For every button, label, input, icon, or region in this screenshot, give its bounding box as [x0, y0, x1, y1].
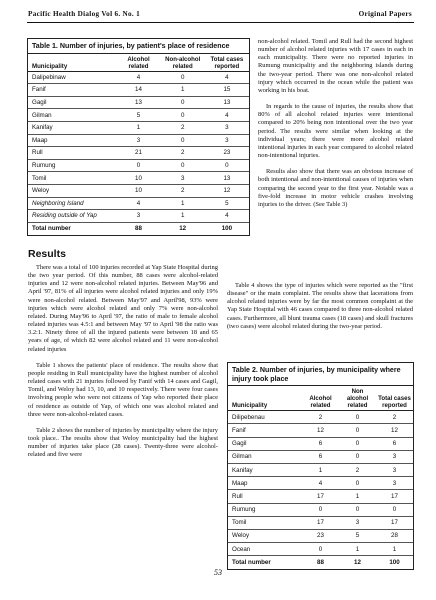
table-2-value-cell: 2 [376, 411, 413, 424]
results-heading: Results [28, 248, 66, 260]
table-2-row [228, 516, 413, 529]
table-1-value-cell: 12 [205, 184, 249, 197]
table-1-value-cell: 0 [161, 96, 205, 109]
table-1-value-cell: 13 [205, 96, 249, 109]
table-2-row [228, 529, 413, 542]
table-2-value-cell: 3 [376, 463, 413, 476]
table-1-value-cell: 4 [116, 197, 160, 210]
table-1-municipality-cell: Rull [28, 147, 116, 160]
table-2-value-cell: 0 [339, 424, 376, 437]
table-2-value-cell: 0 [339, 450, 376, 463]
table-1 [27, 38, 250, 236]
table-1-value-cell: 5 [205, 197, 249, 210]
table-2-municipality-cell: Ocean [228, 543, 302, 556]
table-2-municipality-cell: Gilman [228, 450, 302, 463]
table-2-value-cell: 0 [302, 503, 339, 516]
table-2-value-cell: 2 [302, 411, 339, 424]
table-1-value-cell: 4 [205, 210, 249, 223]
table-1-total-cell: 88 [135, 225, 142, 233]
table-1-value-cell: 15 [205, 84, 249, 97]
table-1-municipality-cell: Gilman [28, 109, 116, 122]
right-column-top-text [258, 38, 413, 209]
table-2-municipality-cell: Gagil [228, 437, 302, 450]
paragraph: non-alcohol related. Tomil and Rull had the second highest number of alcohol related injuries with 17 cases in each in each municipality. There were no reported injuries in Rumung municipality and the neighboring islands during the two-year period. There was one non-alcohol related injury which occurred in the ocean while the patient was working in his boat. [258, 38, 413, 94]
paragraph: Table 4 shows the type of injuries which were reported as the "first disease" or the main complaint. The results show that lacerations from alcohol related injuries were by far the most common complaint at the Yap State Hospital with 46 cases compared to three non-alcohol related cases. Furthermore, all blunt trauma cases (18 cases) and skull fractures (two cases) were alcohol related during the two-year period. [227, 282, 413, 330]
table-1-value-cell: 3 [116, 210, 160, 223]
table-2-total-row [228, 556, 413, 569]
table-1-col-non-alcohol: Non-alcohol related [161, 54, 205, 72]
table-2-value-cell: 4 [302, 477, 339, 490]
table-2-total-cell: 88 [317, 559, 324, 567]
section-header: Original Papers [358, 10, 412, 18]
table-1-value-cell: 0 [161, 71, 205, 84]
paragraph: In regards to the cause of injuries, the results show that 80% of all alcohol related injuries were intentional compared to 20% being non intentional over the two year period. The results were similar when looking at the individual years; there were more alcohol related intentional injuries in each year compared to alcohol related non-intentional injuries. [258, 103, 413, 160]
table-2-value-cell: 28 [376, 529, 413, 542]
table-1-value-cell: 10 [116, 172, 160, 185]
table-1-row [28, 96, 249, 109]
table-1-col-total: Total cases reported [205, 54, 249, 72]
table-1-value-cell: 14 [116, 84, 160, 97]
table-2-value-cell: 12 [376, 424, 413, 437]
table-2-value-cell: 0 [376, 503, 413, 516]
table-2-value-cell: 1 [302, 463, 339, 476]
table-2-value-cell: 0 [302, 543, 339, 556]
table-1-grid [28, 54, 249, 235]
table-1-value-cell: 2 [161, 184, 205, 197]
table-1-value-cell: 23 [205, 147, 249, 160]
table-2-municipality-cell: Dilipebenau [228, 411, 302, 424]
table-2-col-municipality: Municipality [228, 386, 302, 411]
table-2-col-non-alcohol: Non alcohol related [339, 386, 376, 411]
table-1-municipality-cell: Fanif [28, 84, 116, 97]
table-1-row [28, 109, 249, 122]
table-2-grid [228, 386, 413, 569]
table-2-value-cell: 17 [376, 516, 413, 529]
table-1-municipality-cell: Weloy [28, 184, 116, 197]
table-1-value-cell: 3 [116, 134, 160, 147]
table-2-value-cell: 0 [339, 477, 376, 490]
table-2-value-cell: 0 [339, 503, 376, 516]
table-1-row [28, 84, 249, 97]
table-1-header-row [28, 54, 249, 72]
page-number: 53 [214, 568, 222, 577]
table-2-col-alcohol: Alcohol related [302, 386, 339, 411]
table-1-row [28, 134, 249, 147]
table-1-value-cell: 21 [116, 147, 160, 160]
table-1-body [28, 71, 249, 235]
table-1-value-cell: 0 [161, 134, 205, 147]
table-2-value-cell: 12 [302, 424, 339, 437]
table-1-row [28, 71, 249, 84]
table-2-value-cell: 0 [339, 437, 376, 450]
right-column-lower-text [227, 282, 413, 331]
paragraph: Results also show that there was an obvious increase of both intentional and non-intentional causes of injuries when comparing the second year to the first year. Notable was a five-fold increase in motor vehicle crashes involving injuries to the driver. (See Table 3) [258, 168, 413, 208]
table-1-value-cell: 0 [161, 109, 205, 122]
table-2-municipality-cell: Tomil [228, 516, 302, 529]
table-2-row [228, 543, 413, 556]
table-1-municipality-cell: Dalipebinaw [28, 71, 116, 84]
table-1-row [28, 210, 249, 223]
table-2-value-cell: 0 [339, 411, 376, 424]
table-1-value-cell: 0 [205, 159, 249, 172]
table-2-title: Table 2. Number of injuries, by municipality where injury took place [228, 363, 413, 386]
table-2-value-cell: 2 [339, 463, 376, 476]
table-1-municipality-cell: Kanifay [28, 121, 116, 134]
table-1-value-cell: 4 [205, 109, 249, 122]
table-2-value-cell: 1 [339, 490, 376, 503]
table-2-row [228, 437, 413, 450]
table-2-municipality-cell: Rumung [228, 503, 302, 516]
table-2 [227, 362, 414, 570]
table-1-value-cell: 2 [161, 121, 205, 134]
table-1-row [28, 172, 249, 185]
left-column-text [28, 264, 218, 459]
table-1-total-cell: 12 [179, 225, 187, 233]
table-1-total-label: Total number [32, 225, 71, 233]
table-1-municipality-cell: Tomil [28, 172, 116, 185]
table-2-value-cell: 17 [302, 490, 339, 503]
table-2-total-label: Total number [232, 559, 271, 567]
table-1-value-cell: 4 [116, 71, 160, 84]
table-1-row [28, 197, 249, 210]
table-2-value-cell: 3 [376, 450, 413, 463]
table-1-row [28, 121, 249, 134]
table-1-value-cell: 10 [116, 184, 160, 197]
table-2-value-cell: 5 [339, 529, 376, 542]
header-rule [27, 22, 414, 23]
table-2-municipality-cell: Kanifay [228, 463, 302, 476]
table-2-municipality-cell: Fanif [228, 424, 302, 437]
table-1-col-alcohol: Alcohol related [116, 54, 160, 72]
table-2-row [228, 450, 413, 463]
paragraph: There was a total of 100 injuries recorded at Yap State Hospital during the two year period. Of this number, 88 cases were alcohol-related injuries and 12 were non-alcohol related injuries. Between May'96 and April '97, 81% of all injuries were alcohol related injuries and only 19% were non-alcohol related. Between May'97 and April'98, 93% were injuries which were alcohol related and only 7% were non-alcohol related. During May'96 to April '97, the ratio of male to female alcohol related injuries was 4.5:1 and between May '97 to April '98 the ratio was 3.2:1. Ninety three of all the injured patients were between 18 and 65 years of age, of which 82 were alcohol related and 11 were non-alcohol related injuries [28, 264, 218, 353]
table-1-value-cell: 5 [116, 109, 160, 122]
table-1-municipality-cell: Residing outside of Yap [28, 210, 116, 223]
journal-header: Pacific Health Dialog Vol 6. No. 1 [28, 10, 141, 18]
table-2-value-cell: 17 [376, 490, 413, 503]
table-2-row [228, 477, 413, 490]
table-2-row [228, 463, 413, 476]
table-1-value-cell: 1 [161, 84, 205, 97]
table-2-value-cell: 6 [302, 437, 339, 450]
table-1-value-cell: 13 [205, 172, 249, 185]
table-1-value-cell: 4 [205, 71, 249, 84]
table-1-col-municipality: Municipality [28, 54, 116, 72]
table-1-municipality-cell: Maap [28, 134, 116, 147]
table-1-title: Table 1. Number of injuries, by patient's place of residence [28, 39, 249, 54]
table-2-value-cell: 17 [302, 516, 339, 529]
table-2-body [228, 411, 413, 569]
table-1-row [28, 184, 249, 197]
table-1-row [28, 147, 249, 160]
table-2-value-cell: 3 [376, 477, 413, 490]
table-1-value-cell: 1 [161, 197, 205, 210]
table-2-total-cell: 100 [389, 559, 400, 567]
table-2-value-cell: 6 [302, 450, 339, 463]
table-2-col-total: Total cases reported [376, 386, 413, 411]
table-1-row [28, 159, 249, 172]
table-1-municipality-cell: Gagil [28, 96, 116, 109]
table-2-value-cell: 6 [376, 437, 413, 450]
table-2-municipality-cell: Maap [228, 477, 302, 490]
table-2-row [228, 424, 413, 437]
paragraph: Table 2 shows the number of injuries by municipality where the injury took place.. The results show that Weloy municipality had the highest number of injuries take place (28 cases). Twenty-three were alcohol-related and five were [28, 426, 218, 459]
table-1-value-cell: 3 [205, 121, 249, 134]
table-2-municipality-cell: Weloy [228, 529, 302, 542]
table-2-value-cell: 1 [339, 543, 376, 556]
table-2-total-cell: 12 [354, 559, 361, 567]
table-2-row [228, 490, 413, 503]
table-2-row [228, 411, 413, 424]
table-1-value-cell: 3 [205, 134, 249, 147]
table-1-total-row [28, 222, 249, 235]
table-1-municipality-cell: Rumung [28, 159, 116, 172]
table-2-header-row [228, 386, 413, 411]
table-1-value-cell: 1 [161, 210, 205, 223]
table-1-municipality-cell: Neighboring Island [28, 197, 116, 210]
table-1-value-cell: 0 [161, 159, 205, 172]
table-1-value-cell: 2 [161, 147, 205, 160]
table-1-value-cell: 3 [161, 172, 205, 185]
table-2-value-cell: 3 [339, 516, 376, 529]
table-2-value-cell: 1 [376, 543, 413, 556]
table-1-value-cell: 13 [116, 96, 160, 109]
table-2-row [228, 503, 413, 516]
table-1-value-cell: 1 [116, 121, 160, 134]
table-2-value-cell: 23 [302, 529, 339, 542]
paragraph: Table 1 shows the patients' place of residence. The results show that people residing in Rull municipality have the highest number of alcohol related cases with 21 injuries followed by Fanif with 14 cases and Gagil, Tomil, and Weloy had 13, 10, and 10 respectively. There were four cases involving people who were not citizens of Yap who reported their place of residence as outside of Yap, of which one was alcohol related and three were non-alcohol-related cases. [28, 361, 218, 418]
table-2-municipality-cell: Rull [228, 490, 302, 503]
table-1-total-cell: 100 [221, 225, 233, 233]
table-1-value-cell: 0 [116, 159, 160, 172]
